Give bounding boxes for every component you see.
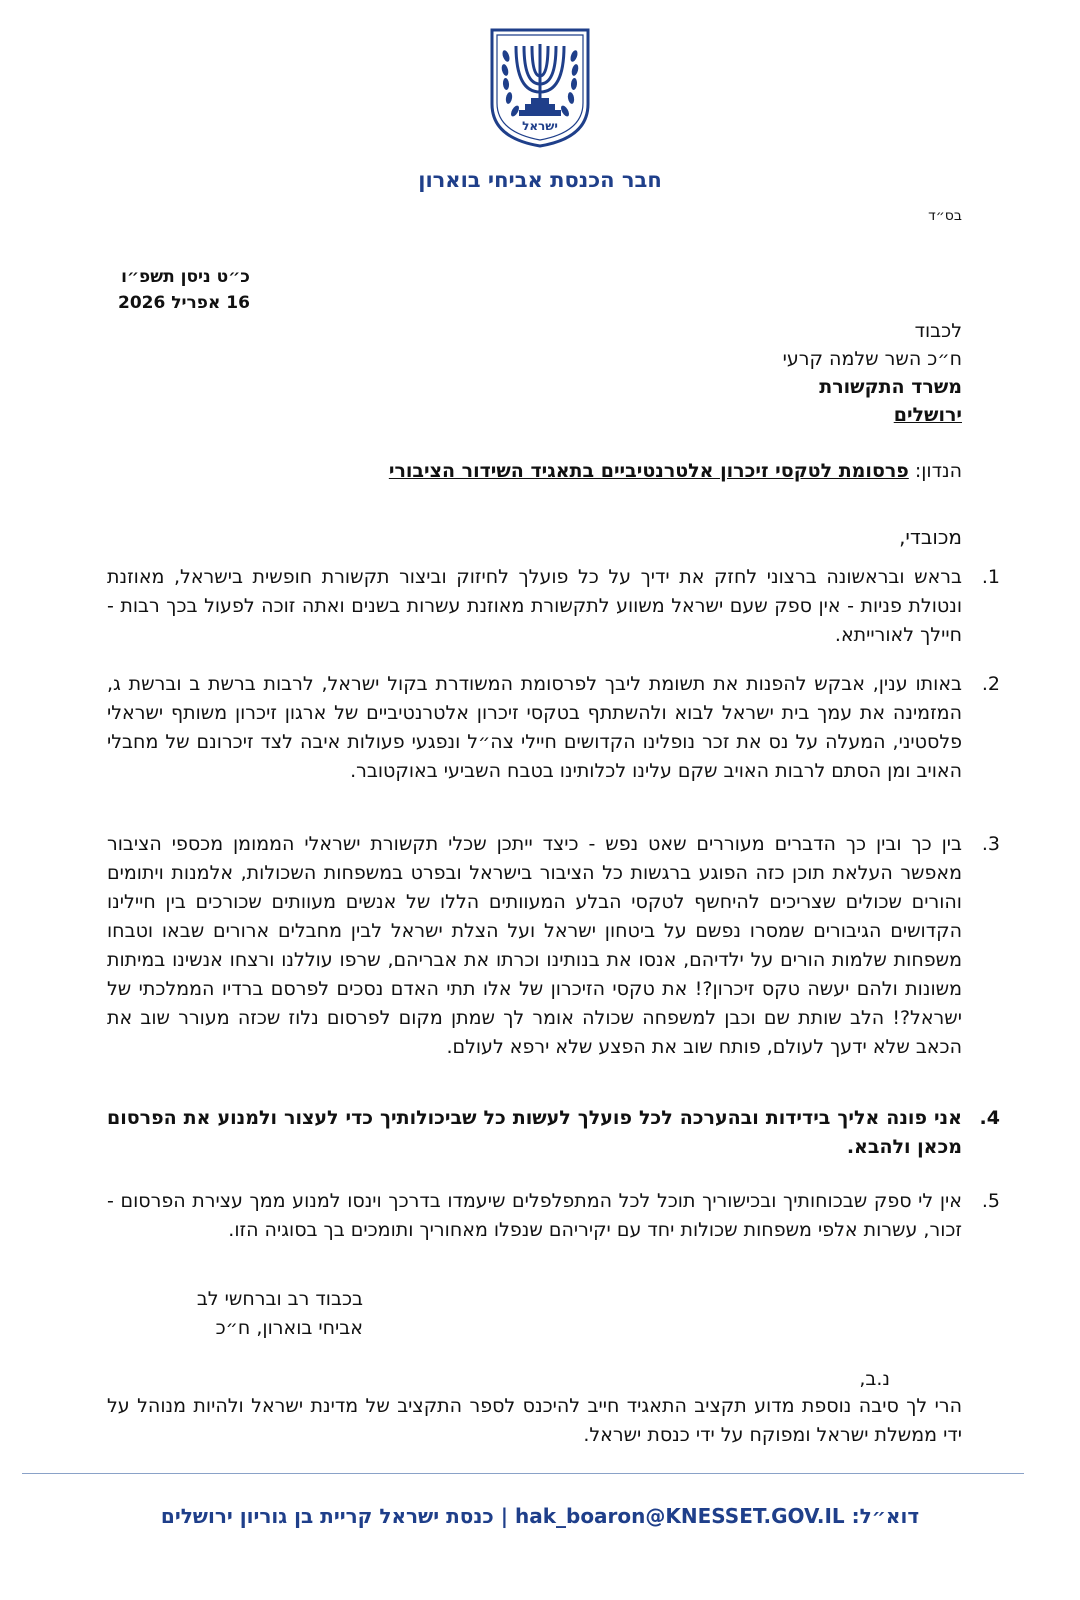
letter-date (118, 264, 250, 316)
footer-address: כנסת ישראל קריית בן גוריון ירושלים (160, 1504, 494, 1528)
bsd-mark: בס״ד (928, 208, 962, 224)
footer-separator: | (500, 1504, 508, 1528)
paragraph-text: בין כך ובין כך הדברים מעוררים שאט נפש - כיצד ייתכן שכלי תקשורת ישראלי הממומן מכספי הציבור מאפשר העלאת תוכן כזה הפוגע ברגשות כל הציבור בישראל ובפרט במשפחות השכולות, אלמנות ויתומים והורים שכולים שצריכים להיחשף לטקסי הבלע המעוותים הללו של אנשים מעוותים שכורכים בין חיילינו הקדושים הגיבורים שמסרו נפשם על ביטחון ישראל ועל הצלת ישראל לבין מחבלים ארורים שבאו וטבחו משפחות שלמות הורים על ילדיהם, אנסו את בנותינו וכרתו את אבריהם, שרפו עוללנו ורצחו אנשינו במיתות משונות ולהם יעשה טקס זיכרון?! את טקסי הזיכרון של אלו תתי האדם נסכים לפרסם ברדיו הממלכתי של ישראל?! הלב שותת שם וכבן למשפחה שכולה אומר לך שמתן מקום לפרסום נלוז שכזה מעורר שוב את הכאב שלא ידעך לעולם, פותח שוב את הפצע שלא ירפא לעולם. (107, 833, 962, 1058)
paragraph-number: 1. (981, 566, 1000, 588)
gregorian-date: 16 אפריל 2026 (118, 293, 250, 313)
paragraph-text: בראש ובראשונה ברצוני לחזק את ידיך על כל פועלך לחיזוק וביצור תקשורת חופשית בישראל, מאוזנת ונטולת פניות - אין ספק שעם ישראל משווע לתקשורת מאוזנת עשרות בשנים ואתה זוכה לפעול בכך רבות - חיילך לאורייתא. (107, 566, 962, 646)
postscript-label: נ.ב, (859, 1368, 890, 1390)
recipient-block (783, 317, 962, 429)
footer-email[interactable]: hak_boaron@KNESSET.GOV.IL (514, 1504, 845, 1528)
emblem-text: ישראל (522, 119, 558, 133)
paragraph-4 (107, 1104, 1000, 1162)
member-name: חבר הכנסת אביחי בוארון (418, 168, 662, 192)
paragraph-3 (107, 830, 1000, 1062)
paragraph-1 (107, 563, 1000, 650)
hebrew-date: כ״ט ניסן תשפ״ו (121, 267, 250, 287)
subject-text: פרסומת לטקסי זיכרון אלטרנטיביים בתאגיד השידור הציבורי (388, 460, 909, 482)
footer (0, 1504, 1080, 1528)
greeting: מכובדי, (899, 525, 962, 549)
closing-line: בכבוד רב וברחשי לב (196, 1288, 363, 1310)
knesset-emblem (488, 26, 592, 150)
paragraph-number: 5. (981, 1190, 1000, 1212)
recipient-honorific: לכבוד (914, 320, 962, 342)
paragraph-2 (107, 670, 1000, 786)
paragraph-number: 3. (981, 833, 1000, 855)
paragraph-text: אין לי ספק שבכוחותיך ובכישוריך תוכל לכל המתפלפלים שיעמדו בדרכך וינסו למנוע ממך עצירת הפרסום - זכור, עשרות אלפי משפחות שכולות יחד עם יקיריהם שנפלו מאחוריך ותומכים בך בסוגיה הזו. (107, 1190, 962, 1241)
paragraph-number: 2. (981, 673, 1000, 695)
footer-divider (22, 1473, 1024, 1474)
paragraph-text: באותו ענין, אבקש להפנות את תשומת ליבך לפרסומת המשודרת בקול ישראל, לרבות ברשת ב וברשת ג, המזמינה את עמך בית ישראל לבוא ולהשתתף בטקסי זיכרון אלטרנטיביים של ארגון זיכרון משותף ישראלי פלסטיני, המעלה על נס את זכר נופלינו הקדושים חיילי צה״ל ונפגעי פעולות איבה לצד זיכרונם של מחבלי האויב ומן הסתם לרבות האויב שקם עלינו לכלותינו בטבח השביעי באוקטובר. (107, 673, 962, 782)
recipient-city: ירושלים (893, 404, 962, 426)
signature-block (197, 1285, 363, 1343)
recipient-name: ח״כ השר שלמה קרעי (782, 348, 962, 370)
paragraph-text: אני פונה אליך בידידות ובהערכה לכל פועלך לעשות כל שביכולותיך כדי לעצור ולמנוע את הפרסום מכאן ולהבא. (107, 1107, 962, 1158)
subject-line (389, 460, 962, 482)
signer-name: אביחי בוארון, ח״כ (215, 1317, 363, 1339)
paragraph-5 (107, 1187, 1000, 1245)
postscript-text: הרי לך סיבה נוספת מדוע תקציב התאגיד חייב להיכנס לספר התקציב של מדינת ישראל ולהיות מנוהל על ידי ממשלת ישראל ומפוקח על ידי כנסת ישראל. (107, 1395, 962, 1446)
subject-label: הנדון: (914, 460, 962, 482)
recipient-office: משרד התקשורת (819, 376, 962, 398)
paragraph-number: 4. (979, 1107, 1000, 1129)
footer-email-label: דוא״ל: (851, 1504, 920, 1528)
